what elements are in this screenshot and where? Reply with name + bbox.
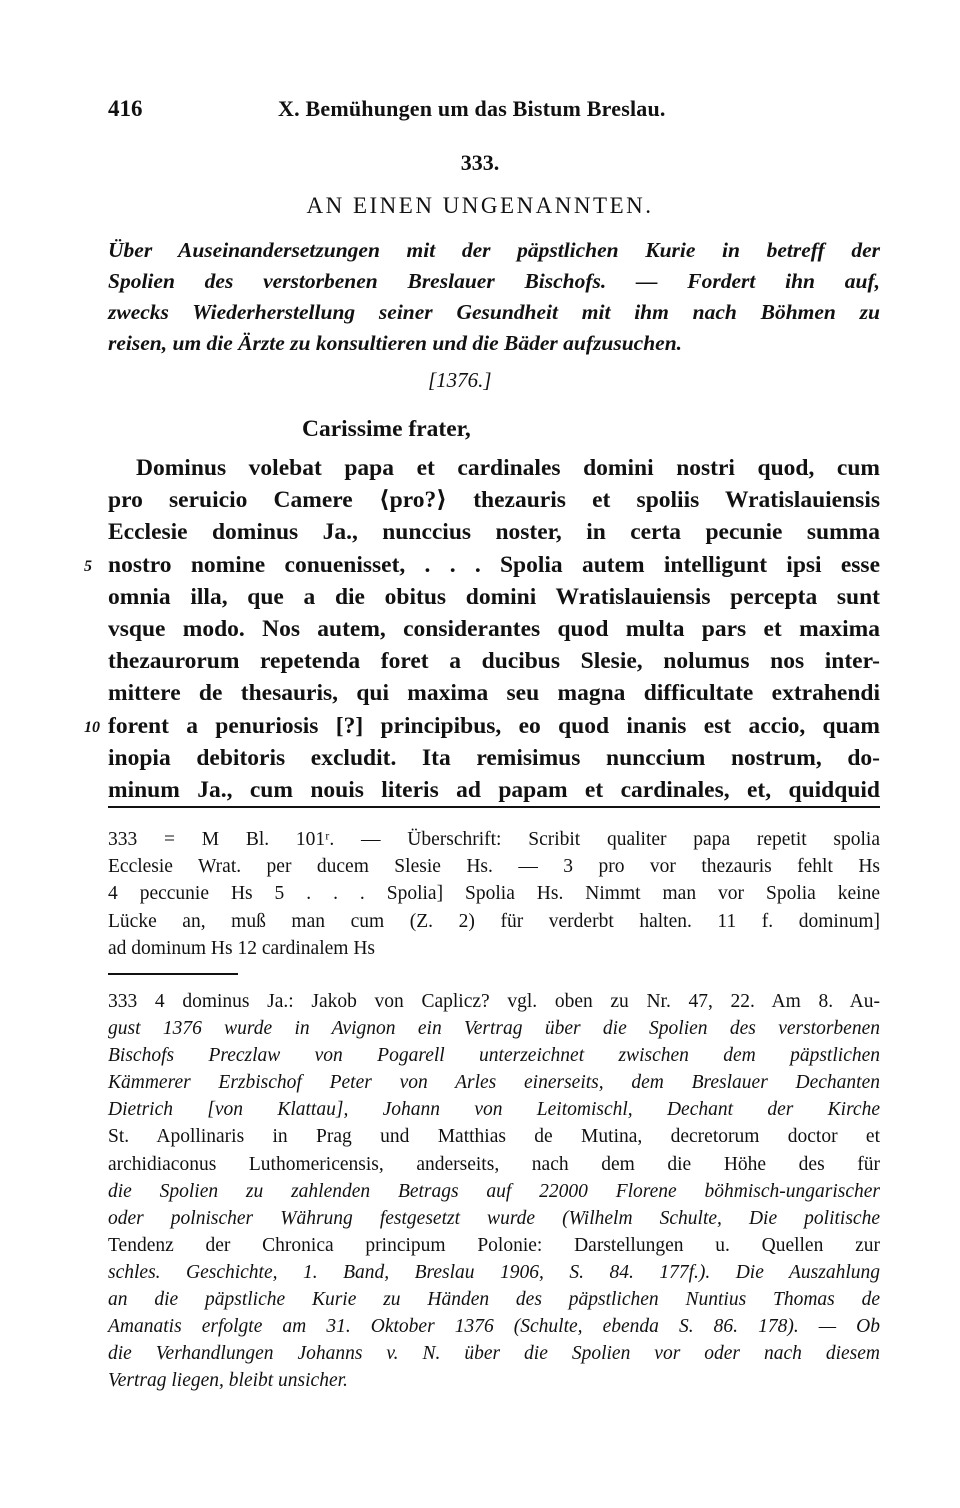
commentary-notes — [108, 988, 880, 1394]
text-line — [108, 742, 880, 774]
apparatus-line: ad dominum Hs 12 cardinalem Hs — [108, 937, 375, 959]
commentary-divider — [108, 973, 238, 975]
letter-text — [84, 452, 880, 806]
regest-line: reisen, um die Ärzte zu konsultieren und die Bäder aufzusuchen. — [108, 331, 683, 355]
commentary-line: archidiaconus Luthomericensis, anderseits, nach dem die Höhe des für — [108, 1153, 880, 1175]
text-line-content: forent a penuriosis [?] principibus, eo quod inanis est accio, quam — [108, 712, 880, 739]
commentary-line: Tendenz der Chronica principum Polonie: Darstellungen u. Quellen zur — [108, 1234, 880, 1256]
regest — [108, 235, 880, 359]
document-title: AN EINEN UNGENANNTEN. — [306, 193, 654, 218]
commentary-line: schles. Geschichte, 1. Band, Breslau 1906, S. 84. 177f.). Die Auszahlung — [108, 1261, 880, 1283]
text-line-content: mittere de thesauris, qui maxima seu magna difficultate extrahendi — [108, 680, 880, 707]
apparatus-divider — [108, 806, 880, 808]
text-line — [108, 677, 880, 709]
regest-line: zwecks Wiederherstellung seiner Gesundheit mit ihm nach Böhmen zu — [108, 300, 880, 324]
commentary-line: die Spolien zu zahlenden Betrags auf 22000 Florene böhmisch-ungarischer — [108, 1180, 880, 1202]
text-line — [84, 710, 880, 742]
document-number: 333. — [460, 150, 500, 175]
text-line — [108, 452, 880, 484]
commentary-line: St. Apollinaris in Prag und Matthias de Mutina, decretorum doctor et — [108, 1126, 880, 1148]
running-head: X. Bemühungen um das Bistum Breslau. — [278, 96, 666, 121]
text-line-content: minum Ja., cum nouis literis ad papam et cardinales, et, quidquid — [108, 776, 880, 803]
apparatus-line: Ecclesie Wrat. per ducem Slesie Hs. — 3 pro vor thezauris fehlt Hs — [108, 856, 880, 878]
commentary-line: Dietrich [von Klattau], Johann von Leitomischl, Dechant der Kirche — [108, 1099, 880, 1121]
text-line — [108, 581, 880, 613]
text-line-content: vsque modo. Nos autem, considerantes quod multa pars et maxima — [108, 615, 880, 642]
commentary-line: Amanatis erfolgte am 31. Oktober 1376 (Schulte, ebenda S. 86. 178). — Ob — [108, 1316, 880, 1338]
apparatus-line: 333 = M Bl. 101ʳ. — Überschrift: Scribit qualiter papa repetit spolia — [108, 829, 880, 850]
text-line — [108, 645, 880, 677]
text-line-content: nostro nomine conuenisset, . . . Spolia autem intelligunt ipsi esse — [108, 551, 880, 578]
commentary-line: 333 4 dominus Ja.: Jakob von Caplicz? vgl. oben zu Nr. 47, 22. Am 8. Au- — [108, 991, 880, 1012]
text-line-content: omnia illa, que a die obitus domini Wratislauiensis percepta sunt — [108, 583, 880, 610]
commentary-line: an die päpstliche Kurie zu Händen des päpstlichen Nuntius Thomas de — [108, 1289, 880, 1311]
line-number: 5 — [84, 557, 92, 575]
commentary-line: Vertrag liegen, bleibt unsicher. — [108, 1370, 348, 1392]
text-line — [108, 613, 880, 645]
regest-line: Über Auseinandersetzungen mit der päpstlichen Kurie in betreff der — [108, 238, 880, 262]
regest-line: Spolien des verstorbenen Breslauer Bischofs. — Fordert ihn auf, — [108, 269, 880, 293]
text-line — [84, 549, 880, 581]
text-line — [108, 484, 880, 516]
text-line-content: Ecclesie dominus Ja., nunccius noster, in certa pecunie summa — [108, 519, 880, 546]
commentary-line: oder polnischer Währung festgesetzt wurde (Wilhelm Schulte, Die politische — [108, 1207, 880, 1229]
text-line — [108, 774, 880, 806]
commentary-line: Bischofs Preczlaw von Pogarell unterzeichnet zwischen dem päpstlichen — [108, 1045, 880, 1067]
document-date: [1376.] — [428, 368, 492, 392]
apparatus-line: Lücke an, muß man cum (Z. 2) für verderbt halten. 11 f. dominum] — [108, 910, 880, 932]
salutation: Carissime frater, — [302, 416, 471, 442]
text-line-content: inopia debitoris excludit. Ita remisimus nunccium nostrum, do- — [108, 744, 880, 771]
text-line — [108, 516, 880, 548]
page-number: 416 — [108, 96, 143, 121]
text-line-content: pro seruicio Camere ⟨pro?⟩ thezauris et spoliis Wratislauiensis — [108, 487, 880, 514]
text-line-content: thezaurorum repetenda foret a ducibus Slesie, nolumus nos inter- — [108, 648, 880, 675]
apparatus-line: 4 peccunie Hs 5 . . . Spolia] Spolia Hs. Nimmt man vor Spolia keine — [108, 883, 880, 905]
text-line-content: Dominus volebat papa et cardinales domini nostri quod, cum — [136, 455, 880, 481]
commentary-line: gust 1376 wurde in Avignon ein Vertrag über die Spolien des verstorbenen — [108, 1018, 880, 1040]
commentary-line: Kämmerer Erzbischof Peter von Arles einerseits, dem Breslauer Dechanten — [108, 1072, 880, 1094]
commentary-line: die Verhandlungen Johanns v. N. über die Spolien vor oder nach diesem — [108, 1343, 880, 1365]
line-number: 10 — [84, 718, 100, 736]
critical-apparatus — [108, 826, 880, 962]
page-header — [108, 96, 878, 126]
